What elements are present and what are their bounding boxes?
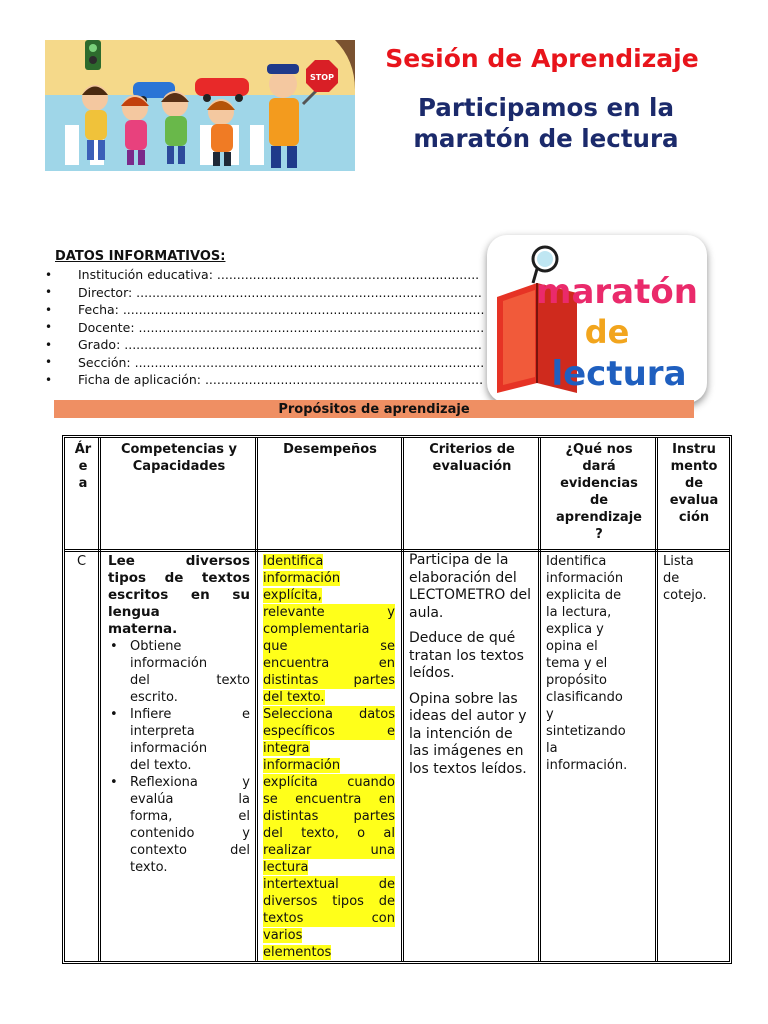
header-divider — [65, 549, 729, 552]
propositos-bar: Propósitos de aprendizaje — [54, 400, 694, 418]
header-criterios: Criterios de evaluación — [429, 442, 515, 474]
list-item: • Grado: .......................................................................................... — [32, 336, 502, 354]
list-item: • Infiere e interpreta información del texto. — [108, 706, 250, 774]
column-divider — [98, 438, 101, 961]
cell-competencias: Lee diversos tipos de textos escritos en su lengua materna. • Obtiene información del texto escrito. • Infiere e interpreta información del texto. • Reflexiona y evalúa la forma, el contenido y contexto del texto. — [108, 553, 250, 876]
logo-word-3: lectura — [551, 354, 687, 394]
cell-criterios: Participa de la elaboración del LECTOMETRO del aula. Deduce de qué tratan los textos leídos. Opina sobre las ideas del autor y la intención de las imágenes en los textos leídos. — [409, 552, 532, 777]
header-illustration — [45, 40, 355, 171]
cell-evidencias: Identifica información explicita de la lectura, explica y opina el tema y el propósito clasificando y sintetizando la información. — [546, 554, 628, 773]
list-item: • Director: ....................................................................................... — [32, 284, 502, 302]
header-desempenos: Desempeños — [283, 442, 377, 457]
cell-desempenos: Identifica información explícita, relevante y complementaria que se encuentra en distintas partes del texto. Selecciona datos específicos e integra información explícita cuando se encuentra en distintas partes del texto, o al realizar una lectura intertextual de diversos tipos de textos con varios elementos — [263, 554, 395, 960]
stop-sign-text: STOP — [310, 73, 334, 82]
bullet-icon: • — [45, 337, 53, 352]
bullet-icon: • — [45, 355, 53, 370]
bullet-icon: • — [45, 372, 53, 387]
subtitle-line-1: Participamos en la — [417, 93, 674, 122]
header-competencias: Competencias y Capacidades — [120, 442, 238, 474]
cell-instrumento: Lista de cotejo. — [663, 554, 707, 603]
bullet-icon: • — [45, 302, 53, 317]
list-item: • Sección: ........................................................................................ — [32, 354, 502, 372]
bullet-icon: • — [45, 320, 53, 335]
column-divider — [538, 438, 541, 961]
column-divider — [401, 438, 404, 961]
logo-word-2: de — [584, 313, 630, 351]
list-item: • Reflexiona y evalúa la forma, el contenido y contexto del texto. — [108, 774, 250, 876]
cell-area: C — [77, 554, 87, 569]
datos-informativos-list — [32, 266, 502, 389]
propositos-table — [62, 435, 732, 964]
header-evidencias: ¿Qué nos dará evidencias de aprendizaje ? — [556, 442, 642, 542]
maraton-logo — [487, 235, 707, 403]
logo-word-1: maratón — [536, 272, 698, 312]
list-item: • Docente: ....................................................................................... — [32, 319, 502, 337]
header-area: Ár e a — [74, 442, 92, 491]
list-item: • Ficha de aplicación: ...................................................................... — [32, 371, 502, 389]
session-subtitle — [360, 92, 732, 154]
datos-informativos-title: DATOS INFORMATIVOS: — [55, 249, 226, 264]
subtitle-line-2: maratón de lectura — [413, 124, 679, 153]
list-item: • Fecha: ........................................................................................... — [32, 301, 502, 319]
page-title: Sesión de Aprendizaje — [385, 44, 699, 73]
bullet-icon: • — [45, 267, 53, 282]
bullet-icon: • — [45, 285, 53, 300]
column-divider — [655, 438, 658, 961]
header-instrumento: Instru mento de evalua ción — [669, 442, 719, 525]
list-item: • Obtiene información del texto escrito. — [108, 638, 250, 706]
list-item: • Institución educativa: .................................................................. — [32, 266, 502, 284]
column-divider — [255, 438, 258, 961]
